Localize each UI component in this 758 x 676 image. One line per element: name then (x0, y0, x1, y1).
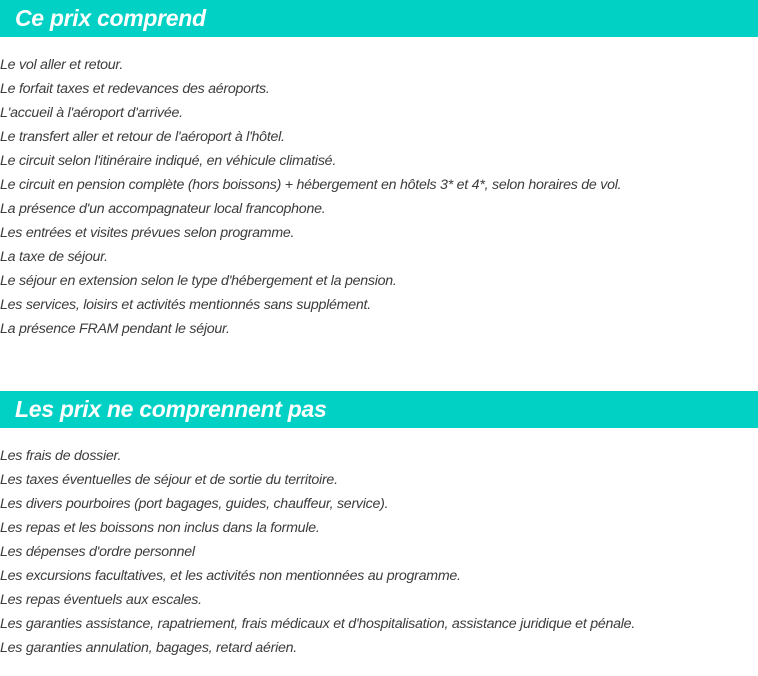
list-item: Les dépenses d'ordre personnel (0, 544, 195, 560)
list-item: La présence FRAM pendant le séjour. (0, 321, 230, 337)
list-item: Les excursions facultatives, et les activités non mentionnées au programme. (0, 568, 461, 584)
list-item: Le transfert aller et retour de l'aéroport à l'hôtel. (0, 129, 285, 145)
list-item: La présence d'un accompagnateur local francophone. (0, 201, 326, 217)
list-item: Les repas éventuels aux escales. (0, 592, 202, 608)
list-item: Le circuit en pension complète (hors boissons) + hébergement en hôtels 3* et 4*, selon horaires de vol. (0, 177, 622, 193)
list-item: Les repas et les boissons non inclus dans la formule. (0, 520, 320, 536)
list-item: Le forfait taxes et redevances des aéroports. (0, 81, 270, 97)
list-item: L'accueil à l'aéroport d'arrivée. (0, 105, 183, 121)
list-item: Le vol aller et retour. (0, 57, 124, 73)
excluded-section-title: Les prix ne comprennent pas (0, 391, 758, 428)
included-section-title: Ce prix comprend (0, 0, 758, 37)
list-item: Le séjour en extension selon le type d'hébergement et la pension. (0, 273, 397, 289)
list-item: Les taxes éventuelles de séjour et de sortie du territoire. (0, 472, 338, 488)
excluded-items-list (0, 444, 758, 660)
list-item: Le circuit selon l'itinéraire indiqué, en véhicule climatisé. (0, 153, 337, 169)
list-item: Les divers pourboires (port bagages, guides, chauffeur, service). (0, 496, 389, 512)
list-item: Les services, loisirs et activités mentionnés sans supplément. (0, 297, 371, 313)
list-item: Les garanties annulation, bagages, retard aérien. (0, 640, 297, 656)
list-item: La taxe de séjour. (0, 249, 108, 265)
list-item: Les garanties assistance, rapatriement, frais médicaux et d'hospitalisation, assistance juridique et pénale. (0, 616, 636, 632)
included-items-list (0, 53, 758, 341)
list-item: Les entrées et visites prévues selon programme. (0, 225, 295, 241)
list-item: Les frais de dossier. (0, 448, 122, 464)
